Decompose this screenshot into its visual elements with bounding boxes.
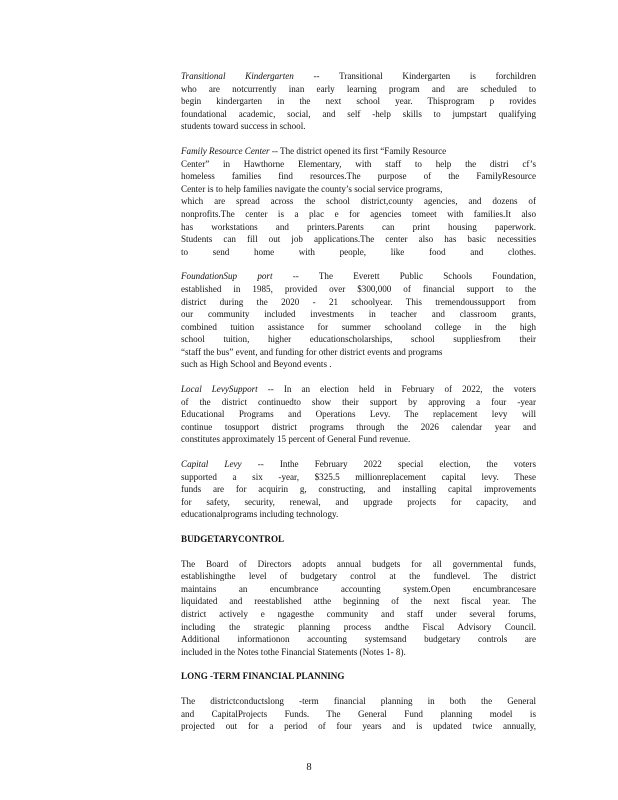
text-line: establishingthe level of budgetary control at the fundlevel. The district <box>181 571 536 582</box>
text-run: -- The district opened its first “Family Resource <box>271 145 447 156</box>
text-line: to send home with people, like food and clothes. <box>181 246 536 257</box>
section-heading-budgetary-control: BUDGETARYCONTROL <box>181 534 285 544</box>
text-line: our community included investments in teacher and classroom grants, <box>181 309 536 320</box>
text-line: homeless families find resources.The purpose of the FamilyResource <box>181 171 536 182</box>
text-line: school tuition, higher educationscholarships, school suppliesfrom their <box>181 334 536 345</box>
text-line: of the district continuedto show their support by approving a four -year <box>181 396 536 407</box>
text-line: liquidated and reestablished atthe beginning of the next fiscal year. The <box>181 596 536 607</box>
text-line: students toward success in school. <box>181 121 306 132</box>
paragraph-local-levy-support <box>181 383 536 446</box>
text-line: included in the Notes tothe Financial Statements (Notes 1- 8). <box>181 646 406 657</box>
section-title: Family Resource Center <box>181 145 270 156</box>
text-line: combined tuition assistance for summer schooland college in the high <box>181 321 536 332</box>
text-line: supported a six -year, $325.5 millionreplacement capital levy. These <box>181 471 536 482</box>
document-body <box>181 70 536 745</box>
text-run: -- The Everett Public Schools Foundation, <box>292 271 536 282</box>
text-line: district actively e ngagesthe community and staff under several forums, <box>181 608 536 619</box>
text-line: including the strategic planning process andthe Fiscal Advisory Council. <box>181 621 536 632</box>
paragraph-long-term-planning <box>181 695 536 733</box>
text-line: projected out for a period of four years and is updated twice annually, <box>181 721 536 732</box>
text-line <box>181 458 536 471</box>
text-line: such as High School and Beyond events . <box>181 359 332 370</box>
text-line: maintains an encumbrance accounting system.Open encumbrancesare <box>181 583 536 594</box>
text-line: Additional informationon accounting systemsand budgetary controls are <box>181 634 536 645</box>
text-run: -- Inthe February 2022 special election, the voters <box>257 459 536 470</box>
text-line: nonprofits.The center is a plac e for agencies tomeet with families.It also <box>181 208 536 219</box>
text-line: The Board of Directors adopts annual budgets for all governmental funds, <box>181 558 536 569</box>
text-line: established in 1985, provided over $300,000 of financial support to the <box>181 283 536 294</box>
section-heading-long-term-planning: LONG -TERM FINANCIAL PLANNING <box>181 671 345 682</box>
text-line <box>181 145 536 158</box>
text-line <box>181 270 536 283</box>
text-line: educationalprograms including technology. <box>181 509 339 520</box>
text-line: continue tosupport district programs through the 2026 calendar year and <box>181 421 536 432</box>
section-title: Capital Levy <box>181 459 242 470</box>
paragraph-family-resource-center <box>181 145 536 258</box>
text-line <box>181 70 536 83</box>
paragraph-transitional-kindergarten <box>181 70 536 133</box>
text-line: Center is to help families navigate the county’s social service programs, <box>181 183 443 194</box>
text-line: district during the 2020 - 21 schoolyear. This tremendoussupport from <box>181 296 536 307</box>
text-line: funds are for acquirin g, constructing, and installing capital improvements <box>181 484 536 495</box>
section-title: Transitional Kindergarten <box>181 71 294 81</box>
text-run: -- Transitional Kindergarten is forchildren <box>313 71 536 81</box>
text-line: The districtconductslong -term financial planning in both the General <box>181 695 536 706</box>
paragraph-capital-levy <box>181 458 536 521</box>
text-line: Students can fill out job applications.The center also has basic necessities <box>181 234 536 245</box>
page-number: 8 <box>306 762 312 773</box>
text-line <box>181 383 536 396</box>
text-line: which are spread across the school district,county agencies, and dozens of <box>181 196 536 207</box>
text-run: -- In an election held in February of 2022, the voters <box>267 384 536 395</box>
text-line: for safety, security, renewal, and upgrade projects for capacity, and <box>181 496 536 507</box>
text-line: and CapitalProjects Funds. The General Fund planning model is <box>181 708 536 719</box>
section-title: FoundationSup port <box>181 271 273 282</box>
text-line: Center” in Hawthorne Elementary, with staff to help the distri cf’s <box>181 158 536 169</box>
text-line: foundational academic, social, and self -help skills to jumpstart qualifying <box>181 108 536 119</box>
text-line: constitutes approximately 15 percent of General Fund revenue. <box>181 434 411 445</box>
paragraph-budgetary-control <box>181 558 536 659</box>
section-title: Local LevySupport <box>181 384 258 395</box>
text-line: Educational Programs and Operations Levy. The replacement levy will <box>181 409 536 420</box>
text-line: begin kindergarten in the next school year. Thisprogram p rovides <box>181 96 536 107</box>
text-line: who are notcurrently inan early learning program and are scheduled to <box>181 83 536 94</box>
paragraph-foundation-support <box>181 270 536 371</box>
text-line: “staff the bus” event, and funding for other district events and programs <box>181 346 443 357</box>
text-line: has workstations and printers.Parents can print housing paperwork. <box>181 221 536 232</box>
